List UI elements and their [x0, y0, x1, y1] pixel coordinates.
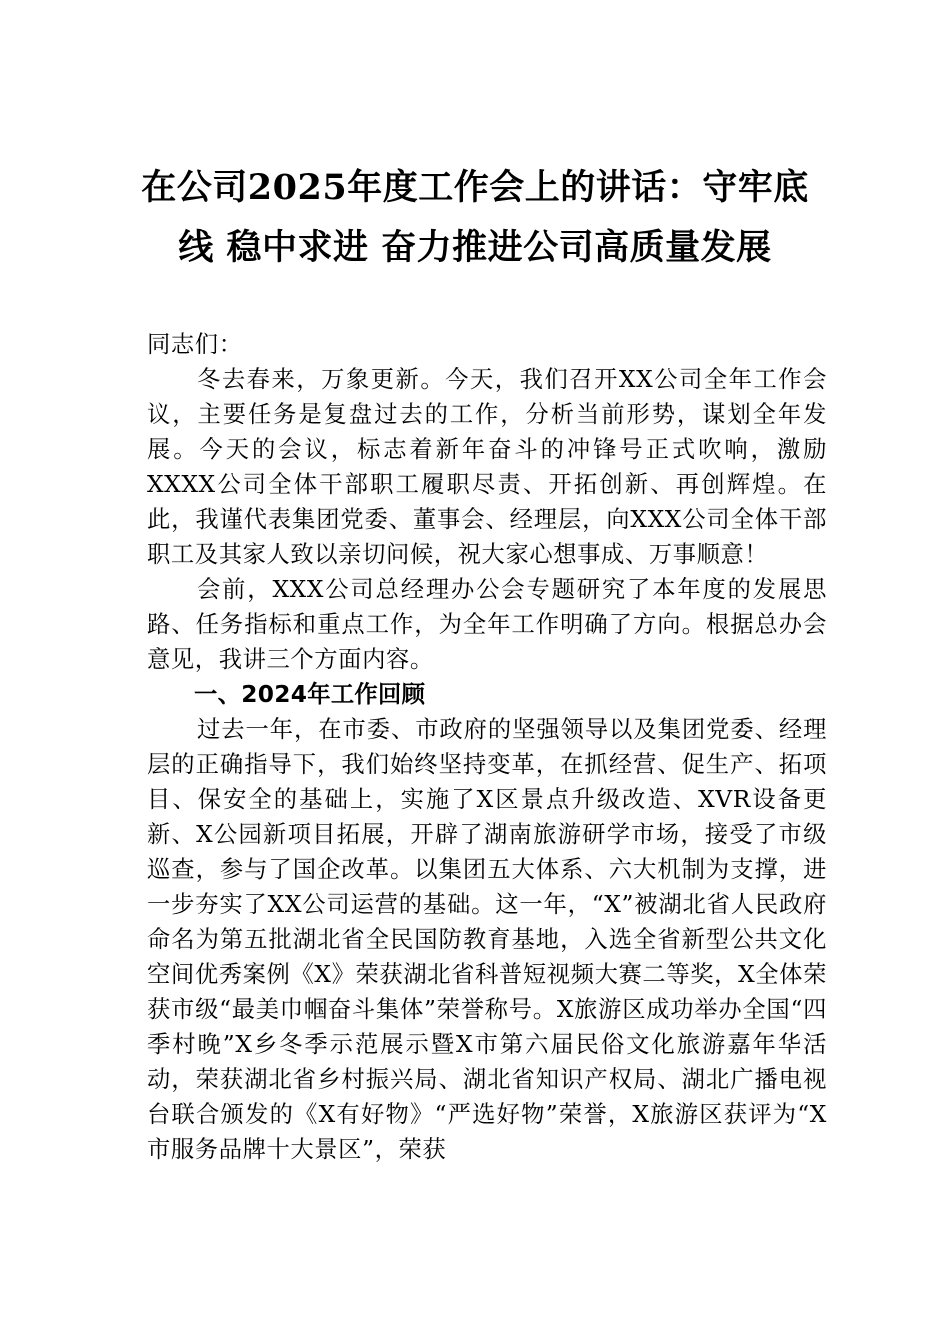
document-body — [147, 327, 827, 1167]
salutation: 同志们： — [147, 331, 243, 358]
section-heading: 一、2024年工作回顾 — [194, 681, 426, 708]
paragraph-opening: 冬去春来，万象更新。今天，我们召开XX公司全年工作会议，主要任务是复盘过去的工作，分析当前形势，谋划全年发展。今天的会议，标志着新年奋斗的冲锋号正式吹响，激励XXXX公司全体干部职工履职尽责、开拓创新、再创辉煌。在此，我谨代表集团党委、董事会、经理层，向XXX公司全体干部职工及其家人致以亲切问候，祝大家心想事成、万事顺意！ — [147, 366, 827, 568]
paragraph-review: 过去一年，在市委、市政府的坚强领导以及集团党委、经理层的正确指导下，我们始终坚持变革，在抓经营、促生产、拓项目、保安全的基础上，实施了X区景点升级改造、XVR设备更新、X公园新项目拓展，开辟了湖南旅游研学市场，接受了市级巡查，参与了国企改革。以集团五大体系、六大机制为支撑，进一步夯实了XX公司运营的基础。这一年，“X”被湖北省人民政府命名为第五批湖北省全民国防教育基地，入选全省新型公共文化空间优秀案例《X》荣获湖北省科普短视频大赛二等奖，X全体荣获市级“最美巾帼奋斗集体”荣誉称号。X旅游区成功举办全国“四季村晚”X乡冬季示范展示暨X市第六届民俗文化旅游嘉年华活动，荣获湖北省乡村振兴局、湖北省知识产权局、湖北广播电视台联合颁发的《X有好物》“严选好物”荣誉，X旅游区获评为“X市服务品牌十大景区”，荣获 — [147, 716, 827, 1163]
paragraph-agenda: 会前，XXX公司总经理办公会专题研究了本年度的发展思路、任务指标和重点工作，为全年工作明确了方向。根据总办会意见，我讲三个方面内容。 — [147, 576, 827, 673]
document-title: 在公司2025年度工作会上的讲话：守牢底线 稳中求进 奋力推进公司高质量发展 — [141, 167, 809, 268]
